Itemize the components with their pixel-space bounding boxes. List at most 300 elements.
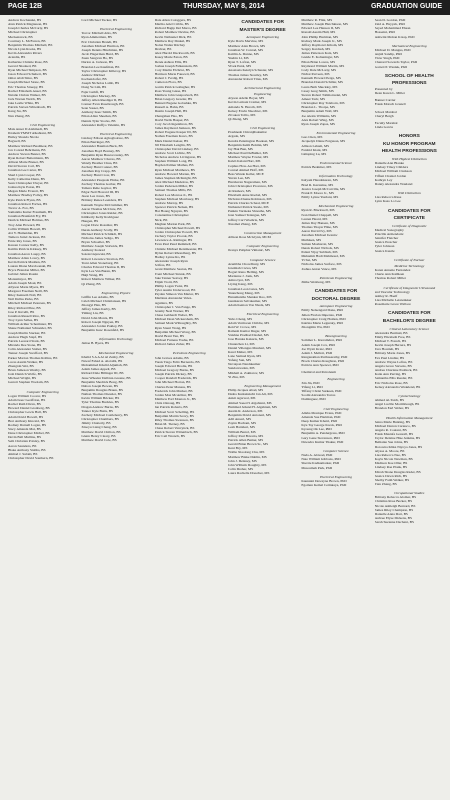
graduate-name: Grant Matthew Seaton, BS [154,267,193,272]
program-heading: Petroleum Engineering [173,351,206,356]
graduate-name: Derek Robert Nichols, MS [301,245,339,250]
graduate-name: Jeffrey Raymond Jethom, MS [301,42,344,47]
spacer [301,470,370,473]
graduate-name: Kyle Lee Van Buren, BS [81,269,116,274]
graduate-name: Khalid S A A Al Al Zenby, BS [81,354,124,359]
column-4 [228,18,297,796]
graduate-name: Austin R. Anderson, MS [227,408,263,413]
graduate-name: Brian Gregory Graeler, BS [154,96,193,101]
graduate-name: Zivokon Tollis, MS [227,112,256,117]
graduate-name: Arandia, BS [8,55,26,60]
graduate-name: Aaron Matthew Chaves, BS [81,156,121,161]
graduate-name: Nada A. Alawad, PhD [301,453,333,458]
graduate-name: Zachery Michael Castleberry, BS [81,412,128,417]
graduate-name: Casey Greg Smith, MS [301,88,334,93]
section-title: DOCTORAL DEGREE [311,296,361,302]
spacer [375,39,444,42]
graduate-name: Adam David Howell, BS [8,414,44,419]
graduate-name: Kimberly Kelly Rodriguez [81,215,119,220]
graduate-name: Jacquelyn Diane Ferguson, MS [301,139,346,144]
graduate-name: Ahmed Al-Taich, BS [374,398,405,403]
spacer [375,486,444,489]
graduate-name: Elizabeth Anne Roebel, MS [227,192,268,197]
graduate-name: Kaleb Kalani Harr, MS [227,159,261,164]
graduate-name: Karel Maher, MS [227,349,253,354]
graduate-name: Joseph Martin Stucker, BS [8,330,46,335]
graduate-name: School Marshal [374,109,397,114]
graduate-name: Kang Xu, BS [8,109,27,114]
graduate-name: Jose Haruka Kakaris, MS [227,337,264,342]
graduate-name: Joseph Patrick Dickey, BS [154,372,192,377]
graduate-name: Allison Rose McGlynn, MCM [227,235,271,240]
graduate-name: Gunikaran Selvakumar, MS [227,299,268,304]
graduate-name: Lane Samuel Ryan, MS [227,353,262,358]
graduate-name: Hadley Lynne Ro, BS [154,254,186,259]
section-title: SCHOOL OF HEALTH [384,73,434,79]
graduate-name: Micah Shane Douglas Rader, BS [374,469,421,474]
graduate-name: Ashwini Mohan Krsap, PhD [374,34,415,39]
graduate-name: Vivek Pursi, MS [227,64,252,69]
section-title: PROFESSIONS [391,81,427,87]
graduate-name: Brian Jameson Westby, BS [8,367,46,372]
graduate-name: Evan Paul Peud Remmell, BS [154,242,197,247]
graduate-name: Richard Bagip Del Marro, BS [154,26,197,31]
graduate-name: Alex Harold Duckworth, BS [154,51,195,56]
graduate-name: David Brent Yen, BS [154,333,185,338]
graduate-name: Jack Warren Welch, BS [8,96,41,101]
graduate-name: Joseph Charles McCarty, BS [8,26,49,31]
graduate-name: Gary Gene Stevenson, PhD [301,435,340,440]
graduate-name: Nick, BS [154,217,168,222]
graduate-name: Jon Conrad Behrmann, BS [8,147,46,152]
graduate-name: Hayden Palmer Mathes, BS [154,163,194,168]
graduate-name: Jeremy Neal Warner, BS [154,308,190,313]
graduate-name: Anastasia Ketelyn Schuster, MS [227,68,274,73]
graduate-name: Patrick Steven Wittenbach, BS [8,105,52,110]
graduate-name: Michael Dean Wickersham, BS [154,317,199,322]
graduate-name: Nathan Thomas Dressler, BS [81,392,122,397]
graduate-name: Jessica Prescher [374,240,398,245]
graduate-name: Frank Mustafa Gonzell, BS [374,432,414,437]
program-heading: Medicine Technology [394,263,425,268]
graduate-name: Ethan Allen Sheehan, BS [81,114,117,119]
graduate-name: Eric Thomas Streepy, BS [8,84,44,89]
graduate-name: Adam Joseph Cox, PhD [301,342,335,347]
graduate-name: Trent Michael Strunk, BS [154,271,191,276]
graduate-name: Marianne J. Jonk, MS [227,274,259,279]
graduate-name: Yiming Liu, BS [81,311,104,316]
spacer [81,346,150,349]
graduate-name: Kevin William Bricker, BS [81,396,120,401]
graduate-name: Chris Oxnaug, BS [154,401,181,406]
graduate-name: Nicholas James Seligo, BS [81,235,120,240]
spacer [375,306,444,309]
graduate-name: Kayla Nicole Newman, BS [374,457,413,462]
graduate-name: Derrick Michael Holmes, BS [8,218,49,223]
graduate-name: Michael Scott Schelling, BS [154,409,195,414]
program-heading: Mechanical Engineering [391,43,427,48]
graduate-name: Ibrahem YMSIT Alkahtani, BS [8,131,52,136]
graduate-name: Elijah Trotti, BS [154,279,178,284]
graduate-name: Priscilla Armendariz [374,232,404,236]
section-title: KU HONOR PROGRAM [383,141,436,147]
graduate-columns [8,18,444,796]
graduate-name: Nichat Parveen, MS [301,72,330,77]
graduate-name: Richard James Zuber, BS [154,342,191,347]
program-heading: Electrical Engineering [319,474,352,479]
graduate-name: Amanda Sue Hartman, PhD [301,414,341,419]
graduate-name: Dane Christopher Michel, BS [8,431,50,436]
spacer [81,22,150,25]
graduate-name: Kevin Joseph Herrera, BS [374,343,412,348]
graduate-name: Amanda N. Heroth, MS [227,104,262,109]
column-1 [8,18,77,796]
graduate-name: Joshua Anton Vance, MS [301,266,337,271]
graduate-name: Alexander Robert Titus, MS [227,76,268,81]
graduate-name: Jonathan W. Conrad, MS [227,47,264,52]
graduate-name: Bennett Eugene Golashka, BS [154,101,198,106]
graduate-name: Yi Zhu, MS [227,374,245,379]
graduate-name: William Barrel, MS [227,429,256,434]
graduate-name: Kenneth Wayne McClammer, BS [81,202,129,207]
graduate-name: Danny Alexandra Wauland [374,181,413,186]
section-title: BACHELOR'S DEGREE [382,318,436,324]
graduate-name: Frank P. Moore Jr., MS [301,190,334,195]
graduate-name: Kevin Alexandra Rivers [8,51,42,56]
issue-date: THURSDAY, MAY 8, 2014 [183,3,265,10]
graduate-name: Cody Dale McLarty, MS [301,67,337,72]
graduate-name: Adam Isaac Geoffrion, BS [8,397,46,402]
graduate-name: Robert Matthew Devine, BS [154,30,195,35]
graduate-name: Darion A. Jackson, BS [81,60,114,65]
graduate-name: Ramesh Kumar Dugar, MS [227,329,267,334]
graduate-name: Derek Ashton Ellis, BS [154,59,188,64]
graduate-name: Joseph Nicholas Lamb, BS [81,81,120,86]
graduate-name: Qi Zheng, MS [227,117,249,121]
graduate-name: Ryan Robert Bettermann, BS [8,156,49,160]
graduate-name: Nevatpan Nandakumar [227,362,261,367]
graduate-name: Miranda Dee Stone, BS [8,343,42,348]
graduate-name: Gerald Brian Brown Sr., MS [227,442,269,447]
graduate-name: Cameron Flora, BS [154,80,182,85]
graduate-name: Benjamin Shedrick Bong, BS [81,379,123,384]
graduate-name: Nicole Lynn Rooks, BS [8,47,42,52]
graduate-name: Lynn Kaas Lo Lee [374,199,401,204]
graduate-name: Zhihe Wenbong, MS [301,279,331,284]
graduate-name: Hailey Shonda Nicole [8,135,39,140]
graduate-name: Troy Lynn Sallee, BS [8,318,39,323]
graduate-name: Jamaa B. Byers, BS [81,341,110,346]
graduate-name: Zhongmin Wu, PhD [301,325,330,330]
spacer [301,444,370,447]
graduate-name: Jeffrey Allen Ruediger II, BS [81,97,123,102]
graduate-name: Brandon Donald Schiller, MS [301,80,343,85]
section-title: CERTIFICATE [393,216,425,222]
graduate-name: Cephus How-Au Harr, MS [227,163,266,168]
graduate-name: Adil Ansari, MS [227,417,252,422]
graduate-name: Palani Vijay Subbiah, MS [301,249,338,254]
graduate-name: Meghan Marion Park, BS [154,221,191,226]
graduate-name: Frank Motsch Gruzell [374,102,406,107]
graduate-name: Patrick Steven Wittenbach, BS [154,430,198,435]
graduate-name: Gabriel Julian Rossin [8,272,39,277]
graduate-name: Charles Peter Maness, BS [154,384,192,389]
graduate-name: Ankit Agarwal, MS [227,396,256,401]
graduate-name: Cherie Ann Kathleen [374,272,405,277]
graduate-name: Alexander Joseph Ryan [154,259,188,264]
graduate-name: Punkin Varnieka Shrestha, MS [227,209,271,214]
graduate-name: Allison Laham, MS [301,143,330,148]
graduate-name: Riley Kenneth Noll, BS [8,293,42,298]
graduate-name: Jeffrey Carl Woehrle, MS [227,217,264,222]
graduate-name: Gerard Shadeed, BS [8,63,37,68]
graduate-name: Sarah Suzanne Dechant, BS [374,520,414,525]
graduate-name: Jenna Marie Bunting, BS [374,419,411,424]
graduate-name: Conner Evan Rosebrough, BS [81,101,124,106]
graduate-name: Jason Edward Schubert, BS [8,72,47,77]
graduate-name: Yuebin Li, MS [227,55,249,60]
graduate-name: Martha Ariel Cribbs, BS [154,22,189,27]
graduate-name: Alexander Pasquale Ehrke, BS [81,177,125,182]
spacer [301,402,370,405]
graduate-name: Adam Kenton Von Nieda, MS [227,303,271,308]
graduate-name: Brandon L. Thorpe, MS [301,105,335,110]
graduate-name: Cory Martin Elchrist, BS [154,67,190,72]
graduate-name: Amna Iyer, MS [227,278,250,283]
graduate-name: Dean Karen L. Miller [374,91,405,96]
graduate-name: Ryan Michael Matthews, BS [154,167,195,172]
graduate-name: Katrina Marie Legursky, PhD [301,320,343,325]
graduate-name: Ronald Austin Hull, MS [301,30,336,35]
graduate-name: Kent Bry, MS [227,446,248,451]
graduate-name: Vicur Singh, PhD [374,56,400,61]
graduate-name: Sommer L. Kieramdrer, PhD [301,338,342,343]
graduate-name: Logan William Coover, BS [8,393,47,398]
graduate-name: Andrew Howard Marten, BS [154,171,196,176]
spacer [375,281,444,284]
graduate-name: Jill Elizabeth Lenglin, BS [154,142,191,147]
spacer [375,186,444,189]
graduate-name: Mais Anser D Alahmadi, BS [8,126,48,131]
graduate-name: Christopher Chambers, BS [81,417,119,422]
graduate-name: Vaishna Pradhad Dashal, MS [227,333,269,338]
graduate-name: Chuanchen Li, MS [227,341,255,346]
spacer [8,118,77,121]
graduate-name: Angela Grace Stevens, BS [374,363,412,368]
graduate-name: Conrad Ahmed Hoff, MS [227,167,264,172]
section-title: CANDIDATES FOR [388,311,431,317]
graduate-name: Jeremiah Crews, MS [227,265,258,270]
graduate-name: Jean Samuel Tetangue, MS [227,213,266,218]
program-heading: Aerospace Engineering [319,304,353,309]
graduate-name: Patrick Beahmer, MS [301,165,332,170]
graduate-name: Ernie Ray Jones, BS [8,239,37,244]
graduate-name: Jordan Christopher Powell, BS [154,229,199,234]
graduate-name: Bryan Schoeller, BS [81,239,110,244]
program-heading: Clinical Laboratory Science [389,326,430,331]
program-heading: Electrical Engineering [100,131,132,136]
graduate-name: Nicholas Duane Robinson, MS [227,196,272,201]
graduate-name: Kelsey Alexandra Weaklend, BS [374,384,421,389]
graduate-name: Adam J. Mellott, PhD [301,350,333,355]
graduate-name: Yuvan Lee, MS [227,176,250,181]
graduate-name: Patrick Allen Bemer, MS [227,437,264,442]
graduate-name: Daniel Villengus Maubert, MS [227,345,272,350]
spacer [375,411,444,414]
program-heading: Engineering Physics [101,290,131,295]
graduate-name: Emily Lynne Yazdani, MS [301,195,339,200]
graduate-name: Matthew John Gnapoviech, BS [154,92,199,97]
graduate-name: Adam Joseph Moul, BS [8,280,42,285]
graduate-name: Rodney Darnell Logan, BS [8,422,47,427]
spacer [301,156,370,159]
graduate-name: Soomi Alexandra Torres [301,393,336,398]
graduate-name: Xiaomei Zhang, MS [227,221,257,226]
graduate-name: Michael T. French, BS [374,339,407,343]
graduate-name: Alex Michael Medeiros, BS [154,180,194,185]
graduate-name: Jessica Dawn Rich, BS [374,473,408,478]
graduate-name: Tanner Joseph Swafford, BS [8,351,48,356]
graduate-name: Riley Richard Pine, BS [8,305,41,310]
graduate-name: Samuel Mark Willoughby, BS [154,321,197,326]
program-heading: Engineering [327,376,345,381]
graduate-name: Brock Charles Roughton, PhD [301,359,345,364]
graduate-name: Ahmed Saeed S Algahtani, MS [227,400,272,405]
graduate-name: Alex Robert Wing, MS [301,117,334,122]
graduate-name: Masoumeh Park, PhD [301,465,333,470]
graduate-name: Eva Paul Lindler, BS [374,355,405,360]
graduate-name: and Vascular Technology [374,289,410,294]
graduate-name: Benjamin Thomas Mitchell, BS [8,42,53,47]
graduate-name: Christopher Ray Toleborn, MS [301,101,345,106]
graduate-name: Kevin Nathaniel Dick, BS [154,34,192,39]
graduate-name: Mathisen, MS [301,237,322,242]
spacer [301,199,370,202]
graduate-name: Joe Wyatt Kratz, PhD [301,346,332,351]
graduate-name: Steven Robert Tallmonwski, MS [301,92,348,97]
graduate-name: Sergey Kardash, MS [301,47,331,52]
graduate-name: Cheryl Bergh [374,113,394,118]
graduate-name: Kochendorfer, BS [81,77,107,82]
graduate-name: Aubree Elyse Dickens, BS [374,516,412,521]
graduate-name: Aaron Saunders, BS [8,443,37,448]
graduate-name: Cory Jacob Ingenthron, BS [154,121,193,126]
graduate-name: Ryan Joseph Zapas, MS [301,121,336,126]
graduate-name: Medical Sonography [374,227,404,232]
graduate-name: Jacob Hagerman Hurd, BS [81,52,119,57]
graduate-name: Nicholas Andrew Livingston, BS [154,155,202,160]
graduate-name: Blake Anthony Stubbs, BS [8,447,46,452]
spacer [228,226,297,229]
graduate-name: Faculty Marshal [374,120,398,125]
graduate-name: Angel Lucille Morimbough, BS [374,402,420,407]
graduate-name: Meckenstock, BS [8,34,33,39]
graduate-name: Alexander Ruffyo Valentin, BS [81,122,126,127]
graduate-name: Colin Alexander Stuber, BS [8,347,47,352]
graduate-name: Wendy Heather Chua, BS [81,161,118,165]
graduate-name: Katie Ann Perring, BS [374,372,407,377]
graduate-name: Andrew Steven Beuter, BS [8,151,46,156]
graduate-name: Muhamm Hadi Mahmoud, MS [301,254,345,259]
graduate-name: Laura Beth Shuckley, MS [301,84,338,89]
graduate-name: Jonathan Lee Carter, BS [8,168,43,173]
graduate-name: Xin Jin, PhD [301,380,320,385]
graduate-name: Megan Marie Everett, BS [8,189,44,194]
graduate-name: Bagwell, BS [8,139,26,144]
graduate-name: Qi Zhang, BS [81,281,101,286]
graduate-name: Dennis Tyler Stocks, BS [81,118,116,123]
graduate-name: Kyle Patrick Flynn, BS [8,197,41,202]
graduate-name: Tiffany Christ Surkeen, PhD [301,389,342,394]
graduate-name: Reid W. Crowe, MS [227,324,257,329]
graduate-name: Christopher David Southern, BS [8,456,54,461]
graduate-name: Hai Hoang Nguyen, BS [154,209,188,214]
program-heading: Civil Engineering [323,406,349,411]
program-heading: Computer Engineering [246,244,279,249]
graduate-name: Kathryn Ley [374,177,393,182]
graduate-name: John J. Delaney, MS [227,458,257,463]
graduate-name: Tiffani Chantel Jordan [374,173,407,178]
graduate-name: Griffin Lee Adams, BS [81,294,114,299]
graduate-name: Lindsay Tilsey Childers [374,165,409,170]
graduate-name: Dawadra Kumar Thakur, PhD [301,439,344,444]
graduate-name: Banner Carrier [374,98,396,103]
spacer [228,239,297,242]
graduate-name: Brittany Marie Jones, BS [374,351,411,356]
graduate-name: John Phillip Hartman, MS [301,34,339,39]
graduate-name: Christopher Lewis Hall, BS [8,410,47,415]
graduate-name: Dale Allen Cologgers, BS [154,18,192,22]
graduate-name: Angela R. Coutant, BS [374,427,407,432]
program-heading: Certificate of Diagnostic [391,223,427,228]
graduate-name: James Riley Champion, BS [374,507,414,512]
section-title: CANDIDATES FOR [314,289,358,295]
graduate-name: Shelby Faith Welker, BS [374,477,410,482]
page-number: PAGE 12B [8,3,43,10]
graduate-name: David Wells Hasper, BS [154,117,189,122]
graduate-name: Rachel Elizabeth Ansel, BS [8,88,47,93]
graduate-name: Ryan R. Blackwell, MS [301,208,335,213]
section-title: CANDIDATES FOR [388,208,431,214]
program-heading: Environmental Engineering [316,131,356,136]
graduate-name: Michael Darren Cariesco, BS [374,423,416,428]
graduate-name: Samantha Kutter Fraumuth, BS [8,210,53,215]
graduate-name: Eric Ceil Wrench, BS [154,434,185,439]
graduate-name: Allyson Marie Myers, BS [8,284,45,289]
graduate-name: Kalyani Hareshkaran, MS [301,178,338,183]
graduate-name: Kaunaini Dewayne Brown, PhD [301,478,347,483]
graduate-name: Glenn Henry Cleary, BS [81,433,116,438]
graduate-name: John William Doughty, MS [227,462,267,467]
graduate-name: Lauren Heard, MS [301,216,328,221]
graduate-name: Guo Chen, MS [301,135,323,140]
graduate-name: Zachary Hunt Crow, BS [81,173,116,178]
graduate-name: Tyler Thomas Buckles, BS [81,400,119,405]
graduate-name: Jordan Max McArthur, BS [154,392,193,397]
graduate-name: Mohammed Khalid Aljumah, BS [81,363,128,368]
graduate-name: Frederick John Marker, BS [154,388,193,393]
graduate-name: Shane Nathaniel Schneider, BS [8,326,52,331]
graduate-name: David John Monts, BS [81,315,114,320]
graduate-name: Eric Nicholas Rose, BS [374,380,408,385]
graduate-name: Matthew Bradley Folley, BS [8,193,49,198]
graduate-name: Lindsay Edison Aghogbokwe, BS [81,136,129,141]
spacer [301,284,370,287]
graduate-name: Matthew R. Flint, MS [301,18,333,22]
graduate-name: Ryan Stuart Wong, BS [154,325,187,330]
graduate-name: Raymond William Martin, MS [301,63,345,68]
graduate-name: Katherine Christie Rose, BS [8,59,48,64]
